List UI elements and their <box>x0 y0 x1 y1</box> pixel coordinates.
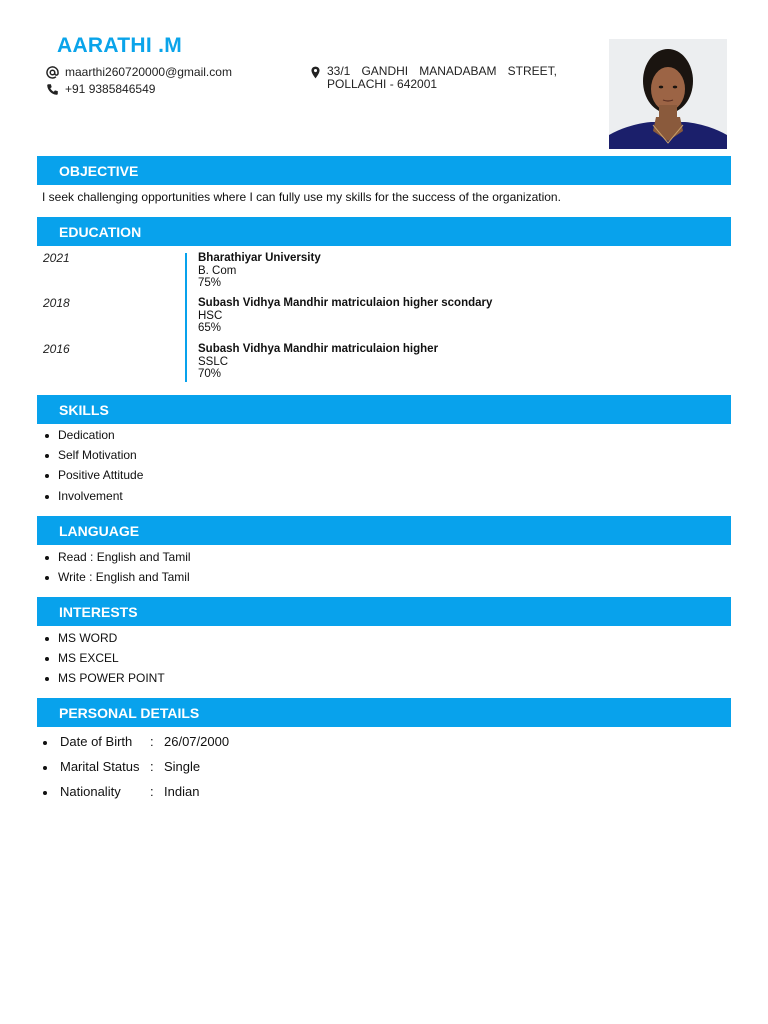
detail-value: Single <box>164 759 201 774</box>
list-item: MS EXCEL <box>44 651 165 671</box>
phone-contact <box>46 82 155 96</box>
course-name: B. Com <box>198 264 237 277</box>
education-entry <box>198 343 438 381</box>
institution-name: Subash Vidhya Mandhir matriculaion higher scondary <box>198 297 493 309</box>
detail-value: 26/07/2000 <box>164 734 230 749</box>
interests-header <box>37 597 731 626</box>
email-contact <box>46 65 232 79</box>
score: 70% <box>198 368 222 380</box>
personal-details-header <box>37 698 731 727</box>
location-pin-icon <box>310 66 321 79</box>
detail-label: Date of Birth <box>60 734 133 749</box>
list-item: Positive Attitude <box>44 468 143 488</box>
phone-text: +91 9385846549 <box>65 82 156 96</box>
course-name: SSLC <box>198 355 229 368</box>
list-item: Write : English and Tamil <box>44 570 191 590</box>
address-text: 33/1 GANDHI MANADABAM STREET, POLLACHI - 642001 <box>327 64 557 91</box>
detail-label: Nationality <box>60 784 121 799</box>
language-list <box>44 550 191 590</box>
detail-separator: : <box>150 759 154 774</box>
education-year: 2016 <box>43 342 70 356</box>
education-year: 2018 <box>43 296 70 310</box>
list-item: MS WORD <box>44 631 165 651</box>
score: 75% <box>198 277 222 289</box>
list-item: Involvement <box>44 489 143 509</box>
detail-label: Marital Status <box>60 759 140 774</box>
at-sign-icon <box>46 66 59 79</box>
list-item: Read : English and Tamil <box>44 550 191 570</box>
list-item: MS POWER POINT <box>44 671 165 691</box>
language-header <box>37 516 731 545</box>
score: 65% <box>198 322 222 334</box>
interests-list <box>44 631 165 692</box>
skills-list <box>44 428 143 509</box>
personal-details-title: PERSONAL DETAILS <box>59 705 200 721</box>
education-year: 2021 <box>43 251 70 265</box>
education-entry <box>198 252 321 290</box>
education-timeline <box>185 253 187 382</box>
list-item: Dedication <box>44 428 143 448</box>
email-text: maarthi260720000@gmail.com <box>65 65 232 79</box>
course-name: HSC <box>198 309 223 322</box>
education-header <box>37 217 731 246</box>
detail-separator: : <box>150 784 154 799</box>
candidate-name: AARATHI .M <box>57 34 183 57</box>
detail-separator: : <box>150 734 154 749</box>
institution-name: Bharathiyar University <box>198 252 321 264</box>
interests-title: INTERESTS <box>59 604 138 620</box>
institution-name: Subash Vidhya Mandhir matriculaion higher <box>198 343 439 355</box>
language-title: LANGUAGE <box>59 523 140 539</box>
profile-photo <box>609 39 727 149</box>
phone-icon <box>46 83 59 96</box>
list-item: Self Motivation <box>44 448 143 468</box>
skills-title: SKILLS <box>59 402 109 418</box>
education-entry <box>198 297 492 335</box>
objective-title: OBJECTIVE <box>59 163 139 179</box>
objective-text: I seek challenging opportunities where I can fully use my skills for the success of the organization. <box>42 190 561 204</box>
address-contact <box>310 65 560 91</box>
detail-value: Indian <box>164 784 200 799</box>
skills-header <box>37 395 731 424</box>
education-title: EDUCATION <box>59 224 142 240</box>
objective-header <box>37 156 731 185</box>
